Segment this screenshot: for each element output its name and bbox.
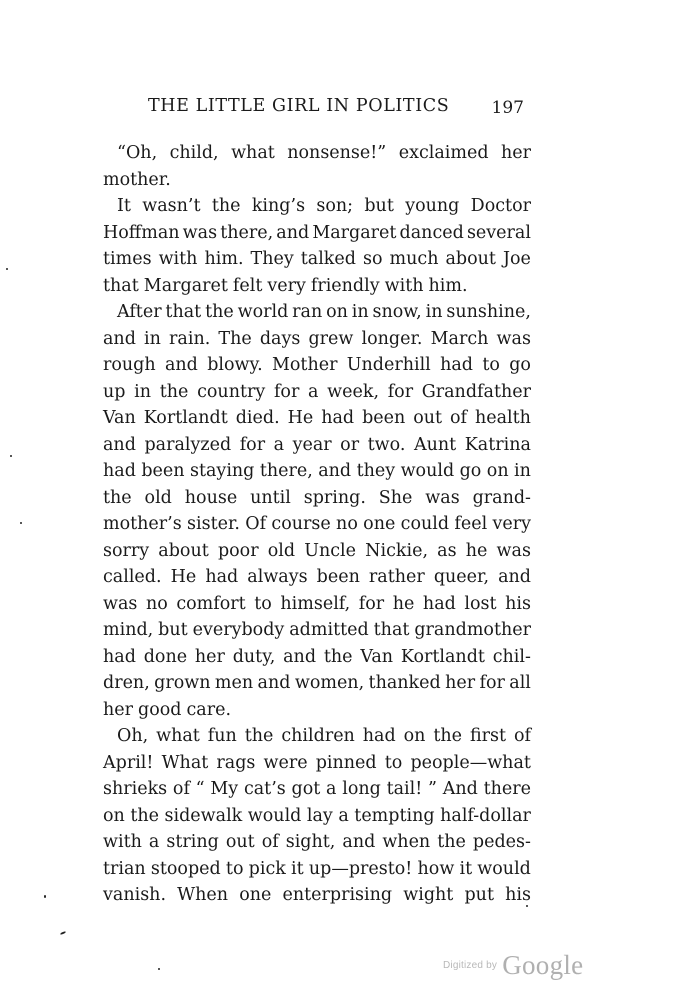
text-line [103, 326, 531, 353]
word: admitted [289, 620, 369, 640]
word: king’s [251, 196, 306, 216]
word: for [387, 381, 414, 402]
scan-speck [60, 931, 66, 935]
text-line [103, 405, 531, 432]
word: had [103, 461, 136, 481]
word: for [273, 381, 300, 402]
word: Kortlandt [400, 646, 485, 667]
word: in [134, 381, 152, 402]
word: Margaret [143, 275, 228, 296]
word: grandmother [414, 620, 531, 640]
word: that [165, 302, 202, 322]
word: his [505, 593, 531, 614]
text-line [103, 723, 531, 750]
word: a [326, 779, 337, 799]
word: to [225, 858, 244, 879]
word: that [373, 620, 410, 640]
text-line [103, 750, 531, 777]
word: queer, [433, 567, 490, 587]
word: been [316, 567, 360, 587]
word: Katrina [464, 434, 531, 455]
text-line [103, 432, 531, 459]
word: were [263, 752, 308, 773]
word: course [271, 514, 331, 534]
word: He [287, 408, 314, 428]
word: Nickie, [365, 540, 429, 561]
word: mother. [103, 169, 171, 190]
word: her [194, 646, 225, 667]
word: sidewalk [164, 805, 243, 826]
word: blowy. [207, 355, 263, 375]
word: a [148, 832, 160, 852]
word: very [267, 275, 306, 296]
word: put [464, 885, 494, 905]
word: very [492, 514, 531, 534]
word: one [239, 885, 272, 905]
word: lay [306, 805, 333, 826]
word: of [513, 726, 531, 746]
word: was [103, 593, 138, 614]
word: tempting [354, 805, 435, 826]
word: was [496, 540, 531, 561]
word: ran [292, 302, 323, 322]
word: sight, [285, 832, 336, 852]
word: enterprising [282, 885, 393, 905]
word: for [239, 434, 266, 455]
word: rain. [169, 328, 211, 349]
scan-speck [10, 455, 12, 457]
scan-speck [44, 895, 46, 898]
word: My [210, 779, 239, 799]
word: in [514, 461, 531, 481]
word: up [103, 381, 126, 402]
word: good [138, 699, 182, 720]
word: with [384, 275, 424, 296]
word: and [498, 567, 531, 587]
word: that [103, 275, 139, 296]
word: the [433, 726, 463, 746]
word: felt [232, 275, 263, 296]
word: sunshine, [446, 302, 531, 322]
word: cat’s [243, 779, 286, 799]
word: out [413, 408, 443, 428]
word: no [336, 514, 358, 534]
running-title: THE LITTLE GIRL IN POLITICS [148, 96, 450, 116]
word: half-dollar [440, 805, 531, 826]
word: child, [169, 143, 219, 163]
scan-speck [158, 968, 160, 970]
scan-speck [526, 905, 528, 907]
word: friendly [310, 275, 380, 296]
word: to [482, 355, 500, 375]
word: young [405, 196, 460, 216]
word: everybody [192, 620, 285, 640]
word: Margaret [312, 222, 397, 243]
word: could [400, 514, 450, 534]
word: the [159, 381, 189, 402]
word: ” [428, 779, 437, 799]
word: grand- [472, 487, 531, 508]
text-line [103, 167, 531, 194]
word: of [172, 779, 190, 799]
word: he [465, 540, 488, 561]
word: dren, [103, 673, 150, 693]
word: a [273, 434, 285, 455]
word: it [459, 858, 473, 879]
word: Kortlandt [143, 408, 228, 428]
word: women, [294, 673, 365, 693]
word: sorry [103, 540, 150, 561]
word: in [351, 302, 369, 322]
word: children [281, 726, 355, 746]
word: And [442, 779, 478, 799]
word: had [362, 726, 396, 746]
word: no [145, 593, 168, 614]
word: shrieks [103, 779, 168, 799]
word: there, [220, 222, 274, 243]
word: had [422, 593, 456, 614]
word: his [505, 885, 531, 905]
word: one [363, 514, 396, 534]
word: pedes- [472, 832, 531, 852]
word: a [338, 805, 349, 826]
word: tail! [386, 779, 423, 799]
text-line [103, 697, 531, 724]
word: of [261, 832, 279, 852]
word: pinned [315, 752, 377, 773]
word: he [392, 593, 415, 614]
word: danced [399, 222, 464, 243]
text-line [103, 352, 531, 379]
word: people—what [410, 752, 531, 773]
word: Doctor [470, 196, 531, 216]
word: Hoffman [103, 222, 180, 243]
word: would [247, 805, 302, 826]
word: March [430, 328, 489, 349]
word: world [237, 302, 289, 322]
word: been [141, 461, 185, 481]
word: Of [245, 514, 267, 534]
text-line [103, 829, 531, 856]
word: They [250, 249, 294, 269]
word: fun [207, 726, 237, 746]
word: Joe [502, 249, 531, 269]
word: had [205, 567, 239, 587]
word: was [425, 487, 460, 508]
scan-speck [6, 268, 8, 270]
word: several [466, 222, 531, 243]
word: to [254, 593, 272, 614]
word: Aunt [413, 434, 457, 455]
text-line [103, 140, 531, 167]
word: Grandfather [421, 381, 531, 402]
word: first [469, 726, 507, 746]
word: her [103, 699, 133, 720]
word: what [231, 143, 275, 163]
word: in [144, 328, 161, 349]
word: done [143, 646, 188, 667]
word: and [318, 461, 352, 481]
word: mother’s [103, 514, 182, 534]
scan-speck [20, 522, 22, 524]
word: what [156, 726, 200, 746]
word: wight [403, 885, 454, 905]
word: rags [216, 752, 256, 773]
word: and [103, 328, 136, 349]
word: when [382, 832, 431, 852]
word: but [158, 620, 188, 640]
word: out [225, 832, 255, 852]
word: so [362, 249, 383, 269]
word: would [477, 858, 531, 879]
word: of [450, 408, 468, 428]
word: rather [368, 567, 425, 587]
word: house [184, 487, 238, 508]
word: much [389, 249, 439, 269]
word: sister. [187, 514, 240, 534]
word: him. [428, 275, 468, 296]
word: up—presto! [308, 858, 413, 879]
word: year [292, 434, 332, 455]
word: Uncle [304, 540, 357, 561]
word: and [103, 434, 136, 455]
word: “ [195, 779, 205, 799]
digitized-by-google-watermark [443, 950, 583, 980]
word: to [384, 752, 403, 773]
word: Oh, [117, 726, 149, 746]
word: times [103, 249, 152, 269]
word: there [483, 779, 531, 799]
text-line [103, 273, 531, 300]
word: comfort [176, 593, 246, 614]
word: care. [186, 699, 232, 720]
word: about [158, 540, 209, 561]
word: but [364, 196, 394, 216]
word: men [214, 673, 254, 693]
word: Underhill [346, 355, 431, 375]
text-line [103, 644, 531, 671]
text-line [103, 193, 531, 220]
word: had [321, 408, 355, 428]
text-line [103, 246, 531, 273]
text-line [103, 220, 531, 247]
word: son; [316, 196, 354, 216]
word: in [425, 302, 443, 322]
word: the [323, 646, 353, 667]
word: the [205, 302, 234, 322]
word: on [103, 805, 125, 826]
word: with [103, 832, 142, 852]
word: snow, [372, 302, 422, 322]
word: nonsense!” [287, 143, 387, 163]
word: long [342, 779, 381, 799]
text-line [103, 591, 531, 618]
text-line [103, 511, 531, 538]
word: they [356, 461, 396, 481]
word: thanked [368, 673, 441, 693]
word: longer. [361, 328, 423, 349]
text-line [103, 803, 531, 830]
word: pick [248, 858, 286, 879]
word: himself, [280, 593, 351, 614]
word: until [250, 487, 291, 508]
word: April! [103, 752, 154, 773]
word: the [130, 805, 159, 826]
text-line [103, 379, 531, 406]
word: the [244, 726, 274, 746]
google-logo: Google [502, 950, 584, 980]
word: feel [454, 514, 488, 534]
word: always [247, 567, 308, 587]
text-line [103, 856, 531, 883]
page-number: 197 [491, 98, 524, 118]
word: died. [235, 408, 280, 428]
word: got [291, 779, 321, 799]
text-line [103, 670, 531, 697]
word: had [103, 646, 136, 667]
word: poor [217, 540, 259, 561]
word: talked [300, 249, 356, 269]
word: trian [103, 858, 146, 879]
word: lost [464, 593, 497, 614]
word: Mother [271, 355, 338, 375]
body-text [103, 140, 531, 909]
text-line [103, 776, 531, 803]
word: on [403, 726, 426, 746]
word: paralyzed [144, 434, 232, 455]
word: about [445, 249, 496, 269]
word: for [479, 673, 505, 693]
word: It [117, 196, 131, 216]
word: been [362, 408, 406, 428]
text-line [103, 299, 531, 326]
word: wasn’t [142, 196, 201, 216]
word: a [308, 381, 319, 402]
word: vanish. [103, 885, 167, 905]
word: there, [259, 461, 313, 481]
word: grown [154, 673, 211, 693]
word: country [197, 381, 266, 402]
word: or [340, 434, 360, 455]
word: how [417, 858, 455, 879]
word: rough [103, 355, 156, 375]
word: After [117, 302, 162, 322]
word: for [358, 593, 385, 614]
word: would [400, 461, 455, 481]
text-line [103, 458, 531, 485]
word: and [257, 673, 291, 693]
word: her [500, 143, 531, 163]
word: What [161, 752, 209, 773]
text-line [103, 485, 531, 512]
word: the [211, 196, 241, 216]
text-line [103, 617, 531, 644]
word: week, [327, 381, 380, 402]
word: go [509, 355, 531, 375]
running-head [108, 96, 528, 124]
word: called. [103, 567, 162, 587]
word: When [177, 885, 229, 905]
word: her [445, 673, 476, 693]
watermark-prefix: Digitized by [443, 960, 498, 971]
word: the [103, 487, 132, 508]
word: and [342, 832, 376, 852]
word: him. [204, 249, 244, 269]
word: chil- [492, 646, 531, 667]
word: string [166, 832, 219, 852]
word: mind, [103, 620, 154, 640]
word: grew [308, 328, 354, 349]
word: old [267, 540, 296, 561]
text-line [103, 882, 531, 909]
word: all [509, 673, 531, 693]
word: The [218, 328, 252, 349]
word: Van [360, 646, 394, 667]
word: health [474, 408, 531, 428]
word: staying [189, 461, 255, 481]
word: duty, [232, 646, 276, 667]
word: was [496, 328, 531, 349]
word: had [440, 355, 474, 375]
word: with [158, 249, 198, 269]
word: He [170, 567, 197, 587]
word: two. [367, 434, 406, 455]
word: stooped [150, 858, 221, 879]
word: days [259, 328, 301, 349]
text-line [103, 538, 531, 565]
word: and [164, 355, 198, 375]
word: go [459, 461, 482, 481]
text-line [103, 564, 531, 591]
word: spring. [303, 487, 366, 508]
word: She [378, 487, 413, 508]
word: Van [103, 408, 136, 428]
word: exclaimed [398, 143, 489, 163]
word: the [437, 832, 466, 852]
word: “Oh, [117, 143, 158, 163]
word: and [276, 222, 310, 243]
word: it [291, 858, 304, 879]
word: as [437, 540, 457, 561]
word: old [144, 487, 172, 508]
word: on [326, 302, 348, 322]
word: and [283, 646, 317, 667]
word: on [486, 461, 509, 481]
word: was [182, 222, 218, 243]
